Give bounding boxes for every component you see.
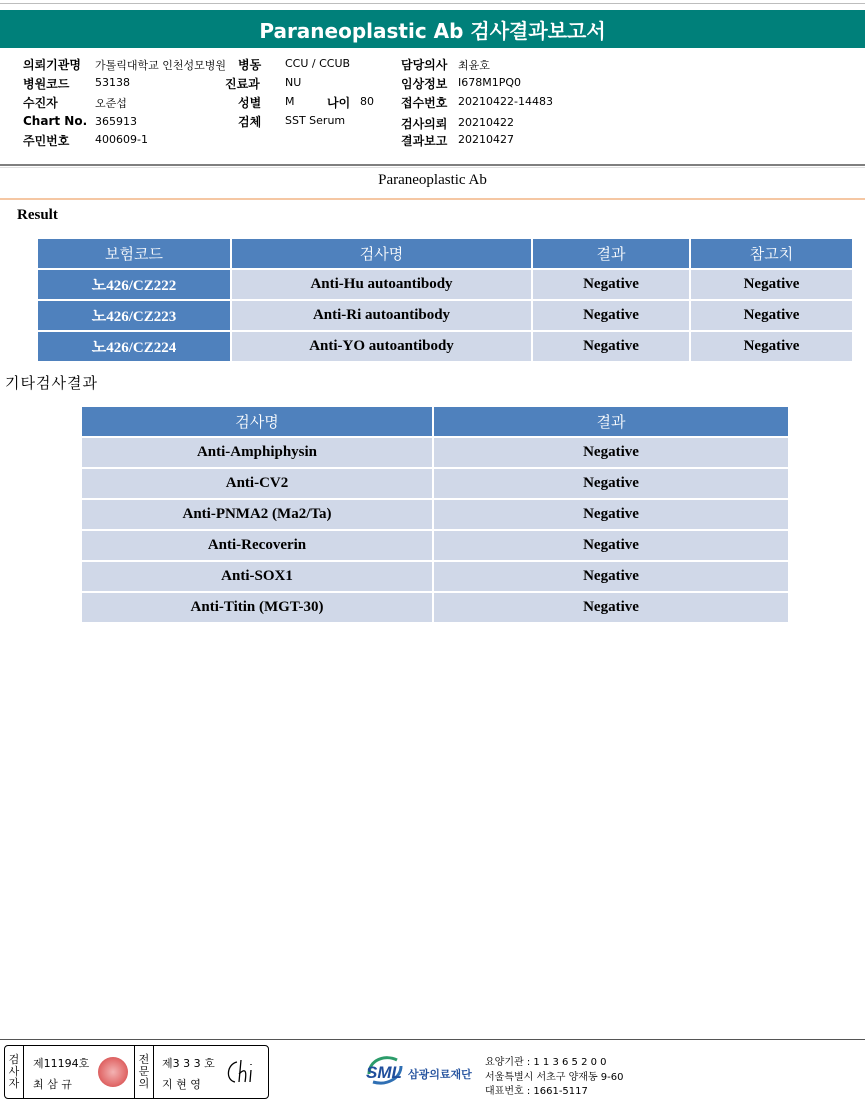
hospital-code-value: 53138 (95, 76, 130, 89)
table-row (82, 593, 788, 622)
table-row (82, 562, 788, 593)
result-table (38, 239, 852, 361)
organization-name: 삼광의료재단 (408, 1068, 472, 1081)
column-header: 결과 (434, 407, 788, 438)
section-divider (0, 198, 865, 200)
org-institution-code: 요양기관 : 1 1 3 6 5 2 0 0 (485, 1057, 607, 1068)
doctor-value: 최윤호 (458, 59, 490, 72)
table-header-row (38, 239, 852, 270)
report-title: Paraneoplastic Ab 검사결과보고서 (0, 10, 865, 48)
test-name-cell: Anti-Recoverin (82, 531, 434, 562)
column-header: 결과 (533, 239, 691, 270)
patient-label: 수진자 (23, 96, 58, 110)
other-results-heading: 기타검사결과 (5, 374, 98, 392)
resident-no-label: 주민번호 (23, 134, 70, 148)
org-address: 서울특별시 서초구 양재동 9-60 (485, 1072, 624, 1083)
box-divider (153, 1046, 154, 1098)
result-cell: Negative (533, 270, 691, 301)
result-heading: Result (17, 207, 58, 223)
patient-value: 오준섭 (95, 97, 127, 110)
result-cell: Negative (434, 500, 788, 531)
receipt-no-label: 접수번호 (401, 96, 448, 110)
table-row (38, 332, 852, 361)
test-name-cell: Anti-Titin (MGT-30) (82, 593, 434, 622)
examiner-name: 최 삼 규 (33, 1078, 72, 1091)
clinical-info-label: 임상정보 (401, 77, 448, 91)
resident-no-value: 400609-1 (95, 133, 148, 146)
test-name-cell: Anti-Hu autoantibody (232, 270, 533, 301)
result-cell: Negative (434, 438, 788, 469)
insurance-code-cell: 노426/CZ222 (38, 270, 232, 301)
footer-divider (0, 1039, 865, 1040)
ward-label: 병동 (238, 58, 262, 72)
clinical-info-value: I678M1PQ0 (458, 76, 522, 89)
result-cell: Negative (434, 593, 788, 622)
column-header: 검사명 (82, 407, 434, 438)
column-header: 참고치 (691, 239, 852, 270)
signature-box (4, 1045, 269, 1099)
specialist-name: 지 현 영 (162, 1078, 201, 1091)
sex-value: M (285, 95, 295, 108)
specimen-value: SST Serum (285, 114, 346, 127)
report-date-label: 결과보고 (401, 134, 448, 148)
official-seal (98, 1057, 128, 1087)
chart-no-label: Chart No. (23, 114, 88, 128)
table-row (38, 301, 852, 332)
test-name-cell: Anti-PNMA2 (Ma2/Ta) (82, 500, 434, 531)
sex-label: 성별 (238, 96, 262, 110)
receipt-no-value: 20210422-14483 (458, 95, 553, 108)
result-cell: Negative (533, 332, 691, 361)
result-cell: Negative (434, 469, 788, 500)
test-name-cell: Anti-CV2 (82, 469, 434, 500)
reference-cell: Negative (691, 332, 852, 361)
table-row (82, 469, 788, 500)
department-value: NU (285, 76, 302, 89)
result-cell: Negative (434, 562, 788, 593)
reference-cell: Negative (691, 270, 852, 301)
ward-value: CCU / CCUB (285, 57, 351, 70)
hospital-name-label: 의뢰기관명 (23, 58, 81, 72)
hospital-name-value: 가톨릭대학교 인천성모병원 (95, 59, 227, 72)
chart-no-value: 365913 (95, 115, 137, 128)
reference-cell: Negative (691, 301, 852, 332)
table-row (82, 438, 788, 469)
test-name-cell: Anti-SOX1 (82, 562, 434, 593)
section-title: Paraneoplastic Ab (378, 172, 487, 188)
table-row (38, 270, 852, 301)
request-date-value: 20210422 (458, 116, 514, 129)
org-phone: 대표번호 : 1661-5117 (485, 1086, 588, 1097)
table-row (82, 531, 788, 562)
doctor-label: 담당의사 (401, 58, 448, 72)
box-divider (23, 1046, 24, 1098)
test-name-cell: Anti-Amphiphysin (82, 438, 434, 469)
column-header: 보험코드 (38, 239, 232, 270)
other-results-table (82, 407, 788, 622)
examiner-license-no: 제11194호 (33, 1057, 90, 1070)
table-header-row (82, 407, 788, 438)
insurance-code-cell: 노426/CZ224 (38, 332, 232, 361)
department-label: 진료과 (225, 77, 260, 91)
insurance-code-cell: 노426/CZ223 (38, 301, 232, 332)
result-cell: Negative (434, 531, 788, 562)
request-date-label: 검사의뢰 (401, 117, 448, 131)
box-divider (134, 1046, 135, 1098)
test-name-cell: Anti-YO autoantibody (232, 332, 533, 361)
table-row (82, 500, 788, 531)
result-cell: Negative (533, 301, 691, 332)
column-header: 검사명 (232, 239, 533, 270)
sml-logo-text: SML (366, 1063, 402, 1082)
info-divider-light (0, 167, 865, 168)
test-name-cell: Anti-Ri autoantibody (232, 301, 533, 332)
examiner-label: 검 사 자 (8, 1053, 20, 1090)
age-label: 나이 (327, 96, 351, 110)
age-value: 80 (360, 95, 374, 108)
specialist-label: 전 문 의 (138, 1053, 150, 1090)
specialist-license-no: 제3 3 3 호 (162, 1057, 215, 1070)
report-date-value: 20210427 (458, 133, 514, 146)
top-divider (0, 3, 865, 4)
specimen-label: 검체 (238, 115, 262, 129)
signature (223, 1056, 261, 1088)
hospital-code-label: 병원코드 (23, 77, 70, 91)
info-divider (0, 164, 865, 166)
